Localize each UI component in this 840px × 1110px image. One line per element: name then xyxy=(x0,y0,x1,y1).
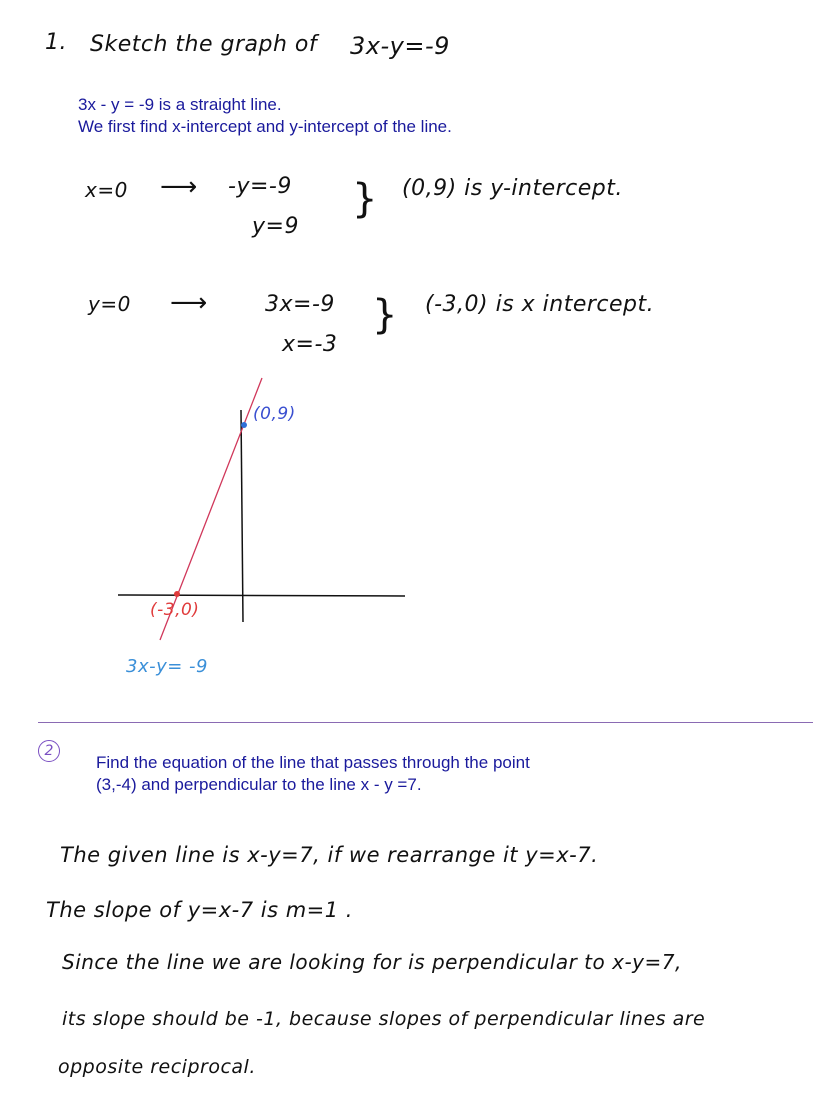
problem-2-line-1: Find the equation of the line that passes through the point xyxy=(96,753,530,772)
line-equation-label: 3x-y= -9 xyxy=(126,656,209,677)
x-axis xyxy=(118,595,405,596)
x-intercept-point xyxy=(174,591,180,597)
step2-equation-1: 3x=-9 xyxy=(265,292,335,317)
problem-1-equation: 3x-y=-9 xyxy=(350,32,450,60)
y-intercept-point xyxy=(241,422,247,428)
step2-result: (-3,0) is x intercept. xyxy=(425,292,655,317)
x-intercept-label: (-3,0) xyxy=(150,600,200,620)
step1-condition: x=0 xyxy=(85,178,128,202)
problem-2-number: 2 xyxy=(38,740,60,762)
problem-1-statement: Sketch the graph of xyxy=(90,32,318,57)
typed-line-1: 3x - y = -9 is a straight line. xyxy=(78,95,282,114)
step2-equation-2: x=-3 xyxy=(282,332,338,357)
step1-arrow-icon: ⟶ xyxy=(160,172,198,202)
step1-result: (0,9) is y-intercept. xyxy=(402,176,623,201)
solution-line-4: its slope should be -1, because slopes of perpendicular lines are xyxy=(62,1008,706,1030)
problem-2-typed xyxy=(96,752,530,796)
step2-arrow-icon: ⟶ xyxy=(170,288,208,318)
solution-line-2: The slope of y=x-7 is m=1 . xyxy=(46,898,353,922)
problem-2-line-2: (3,-4) and perpendicular to the line x - y =7. xyxy=(96,775,422,794)
step1-equation-2: y=9 xyxy=(252,214,299,239)
typed-line-2: We first find x-intercept and y-intercept of the line. xyxy=(78,117,452,136)
step2-condition: y=0 xyxy=(88,292,131,316)
step1-equation-1: -y=-9 xyxy=(228,174,292,199)
step1-brace: } xyxy=(352,176,378,222)
y-axis xyxy=(241,410,243,622)
solution-line-5: opposite reciprocal. xyxy=(58,1056,256,1078)
y-intercept-label: (0,9) xyxy=(253,404,296,424)
solution-line-3: Since the line we are looking for is perpendicular to x-y=7, xyxy=(62,950,682,974)
solution-line-1: The given line is x-y=7, if we rearrange it y=x-7. xyxy=(60,843,599,867)
step2-brace: } xyxy=(372,292,398,338)
problem-1-number: 1. xyxy=(45,30,67,55)
section-divider xyxy=(38,722,813,723)
